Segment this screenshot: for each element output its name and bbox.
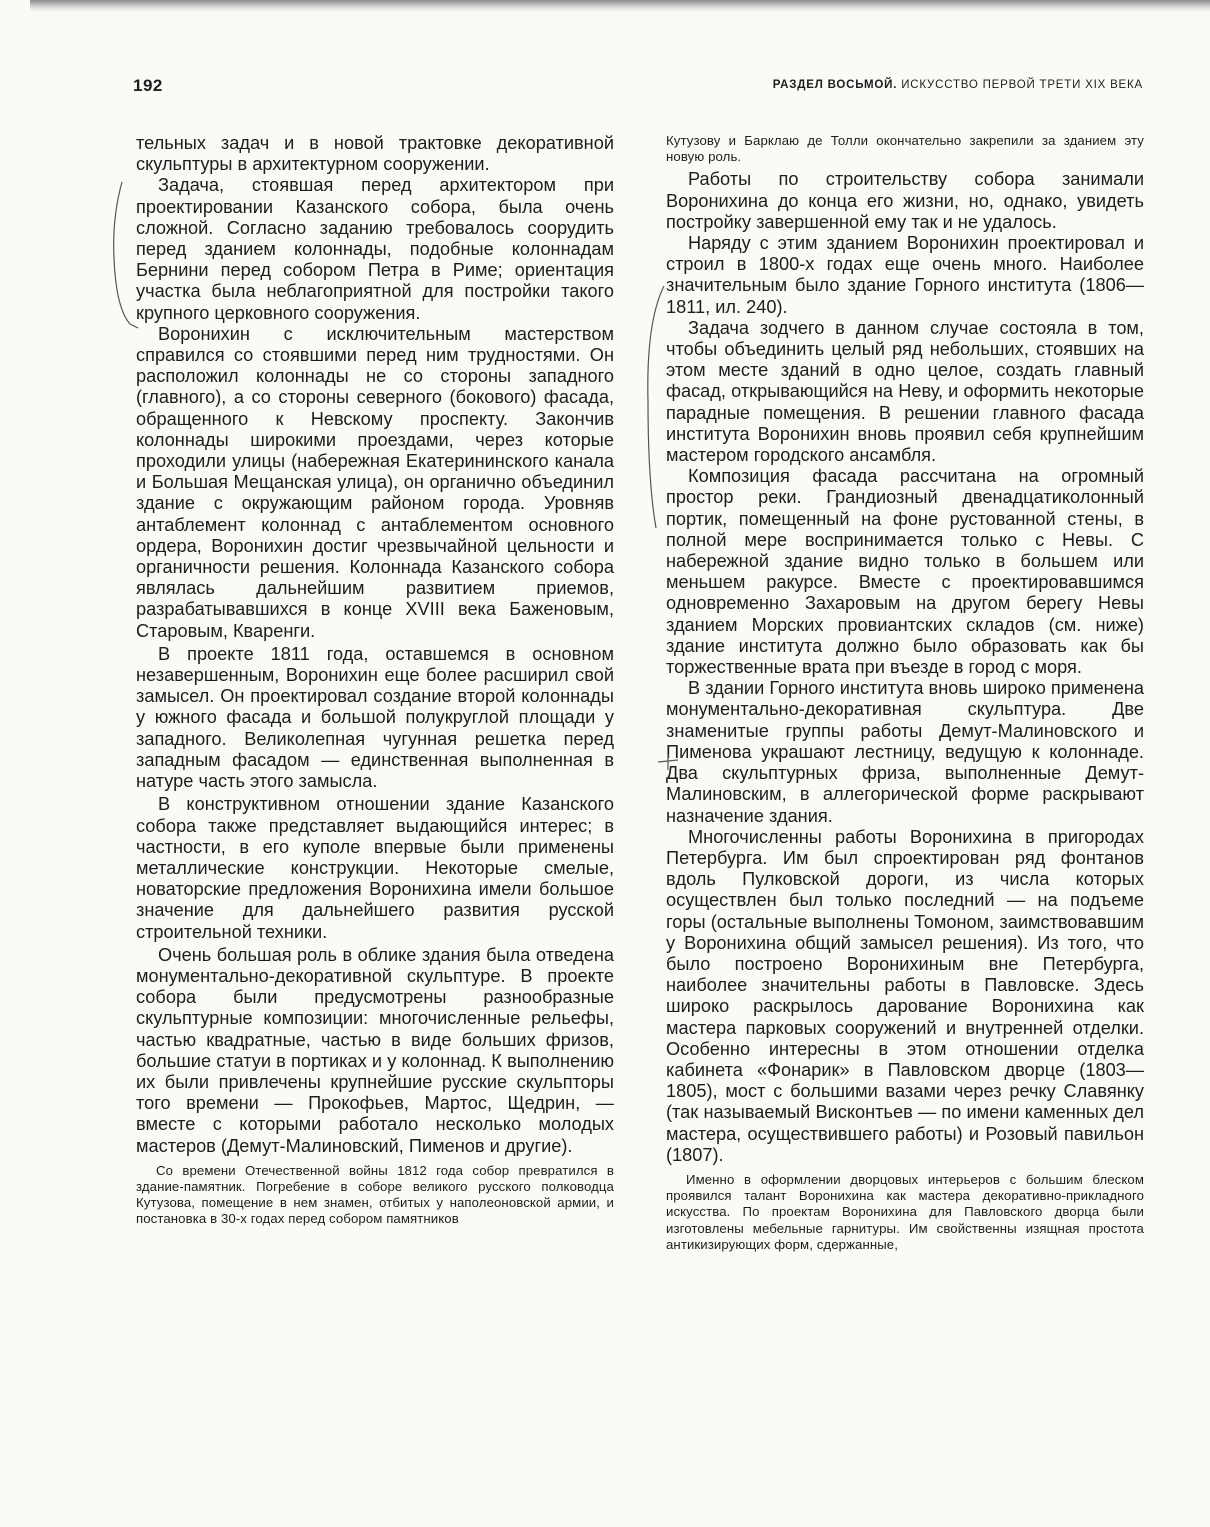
paragraph: Очень большая роль в облике здания была отведена монументально-декоративной скульптуре. В проекте собора были предусмотрены разнообразные скульптурные композиции: многочисленные рельефы, частью квадратные, частью в виде больших фризов, большие статуи в портиках и у колоннад. К выполнению их были привлечены крупнейшие русские скульпторы того времени — Прокофьев, Мартос, Щедрин, — вместе с которыми работало несколько молодых мастеров (Демут-Малиновский, Пименов и другие). — [136, 944, 614, 1156]
footnote: Именно в оформлении дворцовых интерьеров с большим блеском проявился талант Воронихина как мастера декоративно-прикладного искусства. По проектам Воронихина для Павловского дворца были изготовлены мебельные гарнитуры. Им свойственны изящная простота антикизирующих форм, сдержанные, — [666, 1171, 1144, 1252]
right-column — [666, 133, 1144, 1253]
pencil-bracket-right — [626, 282, 666, 532]
running-head-title: ИСКУССТВО ПЕРВОЙ ТРЕТИ XIX ВЕКА — [901, 79, 1143, 91]
pencil-bracket-left — [100, 178, 140, 338]
footnote: Со времени Отечественной войны 1812 года собор превратился в здание-памятник. Погребение в соборе великого русского полководца Кутузова, помещение в нем знамен, отбитых у наполеоновской армии, и постановка в 30-х годах перед собором памятников — [136, 1162, 614, 1227]
page-header — [133, 76, 1143, 100]
left-column — [136, 133, 614, 1228]
scan-top-edge — [30, 0, 1210, 12]
paragraph: Многочисленны работы Воронихина в пригородах Петербурга. Им был спроектирован ряд фонтанов вдоль Пулковской дороги, из числа которых осуществлен был только последний — на подъеме горы (остальные выполнены Томоном, заимствовавшим у Воронихина общий замысел решения). Из того, что было построено Воронихиным вне Петербурга, наиболее значительны работы в Павловске. Здесь широко раскрылось дарование Воронихина как мастера парковых сооружений и внутренней отделки. Особенно интересны в этом отношении отделка кабинета «Фонарик» в Павловском дворце (1803—1805), мост с большими вазами через речку Славянку (так называемый Висконтьев — по имени каменных дел мастера, осуществившего работы) и Розовый павильон (1807). — [666, 826, 1144, 1165]
paragraph: В проекте 1811 года, оставшемся в основном незавершенным, Воронихин еще более расширил свой замысел. Он проектировал создание второй колоннады у южного фасада и большой полукруглой площади у западного. Великолепная чугунная решетка перед западным фасадом — единственная выполненная в натуре часть этого замысла. — [136, 643, 614, 792]
footnote-continuation: Кутузову и Барклаю де Толли окончательно закрепили за зданием эту новую роль. — [666, 133, 1144, 165]
paragraph: Задача, стоявшая перед архитектором при проектировании Казанского собора, была очень сложной. Согласно заданию требовалось соорудить перед зданием колоннады, подобные колоннадам Бернини перед собором Петра в Риме; ориентация участка была неблагоприятной для постройки такого крупного церковного сооружения. — [136, 175, 614, 323]
paragraph: В конструктивном отношении здание Казанского собора также представляет выдающийся интерес; в частности, в его куполе впервые были применены металлические конструкции. Некоторые смелые, новаторские предложения Воронихина имели большое значение для дальнейшего развития русской строительной техники. — [136, 794, 614, 942]
paragraph: Задача зодчего в данном случае состояла в том, чтобы объединить целый ряд небольших, стоявших на этом месте зданий в одно целое, создать главный фасад, открывающийся на Неву, и оформить некоторые парадные помещения. В решении главного фасада института Воронихин вновь проявил себя крупнейшим мастером городского ансамбля. — [666, 317, 1144, 466]
paragraph: Композиция фасада рассчитана на огромный простор реки. Грандиозный двенадцатиколонный портик, помещенный на фоне рустованной стены, в полной мере воспринимается только с Невы. С набережной здание видно только в большем или меньшем ракурсе. Вместе с проектировавшимся одновременно Захаровым на другом берегу Невы зданием Морских провиантских складов (см. ниже) здание института должно было образовать как бы торжественные врата при въезде в город с моря. — [666, 466, 1144, 678]
running-head-section: РАЗДЕЛ ВОСЬМОЙ. — [772, 79, 898, 91]
paragraph: тельных задач и в новой трактовке декоративной скульптуры в архитектурном сооружении. — [136, 133, 614, 175]
paragraph: Наряду с этим зданием Воронихин проектировал и строил в 1800-х годах еще очень много. Наиболее значительным было здание Горного института (1806—1811, ил. 240). — [666, 233, 1144, 317]
running-head — [773, 79, 1143, 91]
paragraph: В здании Горного института вновь широко применена монументально-декоративная скульптура. Две знаменитые группы работы Демут-Малиновского и Пименова украшают лестницу, ведущую к колоннаде. Два скульптурных фриза, выполненные Демут-Малиновским, в аллегорической форме раскрывают назначение здания. — [666, 678, 1144, 826]
page-number: 192 — [133, 76, 163, 95]
paragraph: Работы по строительству собора занимали Воронихина до конца его жизни, но, однако, увидеть постройку завершенной ему так и не удалось. — [666, 169, 1144, 232]
paragraph: Воронихин с исключительным мастерством справился со стоявшими перед ним трудностями. Он расположил колоннады не со стороны западного (главного), а со стороны северного (бокового) фасада, обращенного к Невскому проспекту. Закончив колоннады широкими проездами, через которые проходили улицы (набережная Екатерининского канала и Большая Мещанская улица), он органично объединил здание с окружающим районом города. Уровняв антаблемент колоннад с антаблементом основного ордера, Воронихин достиг чрезвычайной цельности и органичности решения. Колоннада Казанского собора являлась дальнейшим развитием приемов, разрабатывавшихся в конце XVIII века Баженовым, Старовым, Кваренги. — [136, 323, 614, 641]
